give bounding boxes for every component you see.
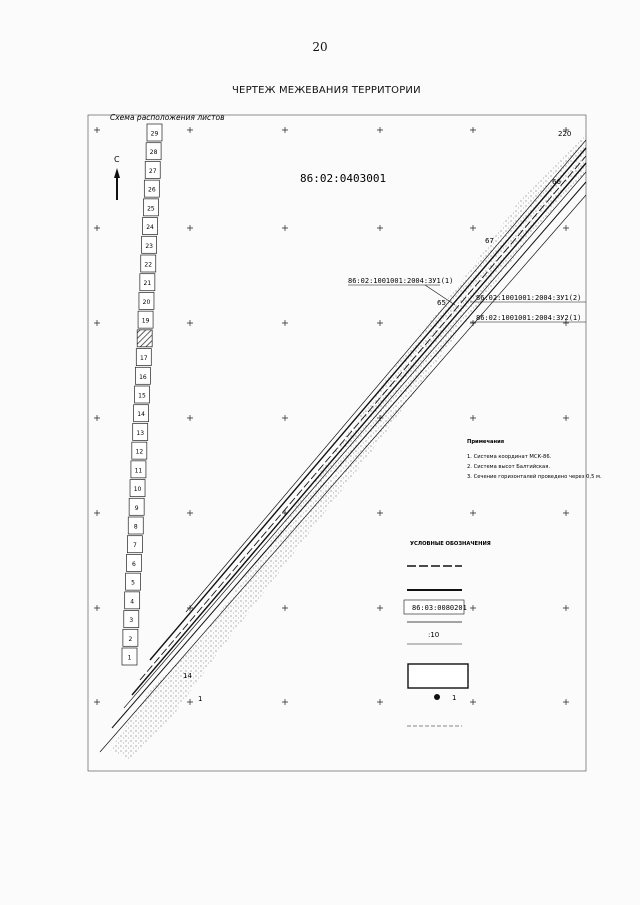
drawing-title: ЧЕРТЕЖ МЕЖЕВАНИЯ ТЕРРИТОРИИ (232, 85, 421, 96)
svg-text:65: 65 (437, 299, 446, 307)
grid-cross (282, 225, 288, 231)
sheet-number: 4 (130, 598, 135, 606)
coordinate-grid (94, 127, 572, 705)
sheet-number: 14 (137, 411, 145, 419)
grid-cross (563, 605, 569, 611)
grid-cross (187, 415, 193, 421)
grid-cross (470, 225, 476, 231)
sheet-number: 10 (133, 486, 142, 494)
svg-text:66: 66 (552, 178, 561, 186)
sheet-number: 26 (148, 186, 156, 194)
sheet-number: 16 (139, 373, 147, 381)
notes-block (467, 439, 602, 480)
grid-cross (377, 699, 383, 705)
sheet-number: 5 (131, 579, 135, 587)
svg-text:УСЛОВНЫЕ ОБОЗНАЧЕНИЯ: УСЛОВНЫЕ ОБОЗНАЧЕНИЯ (410, 541, 491, 547)
grid-cross (470, 127, 476, 133)
sheet-number: 20 (142, 298, 151, 306)
svg-text:Примечания: Примечания (467, 439, 505, 445)
legend-zone-box (408, 664, 468, 688)
sheet-number: 7 (132, 542, 137, 550)
grid-cross (282, 699, 288, 705)
svg-text:2. Система высот Балтийская.: 2. Система высот Балтийская. (467, 464, 550, 470)
parcel-label-zu1-2: 86:02:1001001:2004:ЗУ1(2) (476, 294, 582, 302)
sheet-number: 21 (143, 280, 152, 288)
sheet-number: 12 (135, 448, 144, 456)
svg-text:14: 14 (183, 672, 192, 680)
sheet-number: 13 (136, 429, 145, 437)
svg-text:С: С (114, 155, 120, 164)
sheet-number: 27 (148, 167, 157, 175)
sheet-number: 9 (134, 504, 139, 512)
svg-text:86:03:0080201: 86:03:0080201 (412, 604, 467, 612)
sheet-number: 15 (138, 392, 146, 400)
corridor-stipple (110, 135, 586, 760)
grid-cross (563, 225, 569, 231)
grid-cross (470, 605, 476, 611)
svg-text:3. Сечение горизонталей провед: 3. Сечение горизонталей проведено через 0,5 м. (467, 474, 602, 480)
north-arrow (114, 155, 120, 200)
page-number: 20 (312, 40, 328, 54)
grid-cross (377, 320, 383, 326)
svg-text:220: 220 (558, 130, 572, 138)
sheet-number: 3 (129, 617, 134, 625)
grid-cross (563, 415, 569, 421)
grid-cross (94, 225, 100, 231)
svg-text:1. Система координат МСК-86.: 1. Система координат МСК-86. (467, 454, 552, 460)
grid-cross (187, 510, 193, 516)
grid-cross (187, 225, 193, 231)
grid-cross (94, 127, 100, 133)
grid-cross (94, 699, 100, 705)
svg-text::10: :10 (428, 631, 440, 639)
sheet-number: 25 (147, 205, 155, 213)
grid-cross (282, 415, 288, 421)
grid-cross (563, 699, 569, 705)
legend-point-marker (434, 694, 440, 700)
sheet-number: 24 (146, 224, 154, 232)
grid-cross (563, 510, 569, 516)
sheet-number: 22 (144, 261, 153, 269)
grid-cross (94, 320, 100, 326)
sheet-number: 23 (145, 242, 153, 250)
svg-text:67: 67 (485, 237, 494, 245)
grid-cross (94, 605, 100, 611)
sheet-number: 17 (139, 355, 148, 363)
grid-cross (187, 320, 193, 326)
grid-cross (377, 127, 383, 133)
grid-cross (94, 510, 100, 516)
svg-text:1: 1 (198, 695, 203, 703)
sheet-number: 1 (127, 654, 132, 662)
grid-cross (282, 320, 288, 326)
grid-cross (187, 699, 193, 705)
grid-cross (377, 605, 383, 611)
grid-cross (282, 605, 288, 611)
sheet-number: 2 (128, 635, 133, 643)
sheet-number: 28 (149, 149, 158, 157)
grid-cross (470, 510, 476, 516)
grid-cross (187, 127, 193, 133)
svg-text:1: 1 (452, 694, 457, 702)
legend (404, 541, 491, 726)
sheet-number: 19 (141, 317, 150, 325)
grid-cross (470, 415, 476, 421)
parcel-label-zu2-1: 86:02:1001001:2004:ЗУ2(1) (476, 314, 582, 322)
sheet-number: 8 (133, 523, 138, 531)
sheet-layout (122, 124, 162, 665)
sheet-cell (137, 330, 152, 347)
grid-cross (94, 415, 100, 421)
sheet-number: 29 (150, 130, 159, 138)
grid-cross (470, 699, 476, 705)
sheet-number: 11 (134, 467, 143, 475)
sheet-number: 6 (132, 560, 136, 568)
grid-cross (377, 510, 383, 516)
grid-cross (377, 225, 383, 231)
sheet-layout-title: Схема расположения листов (110, 113, 225, 122)
cadastral-quarter-label: 86:02:0403001 (300, 172, 387, 185)
grid-cross (282, 127, 288, 133)
parcel-label-zu1-1: 86:02:1001001:2004:ЗУ1(1) (348, 277, 454, 285)
